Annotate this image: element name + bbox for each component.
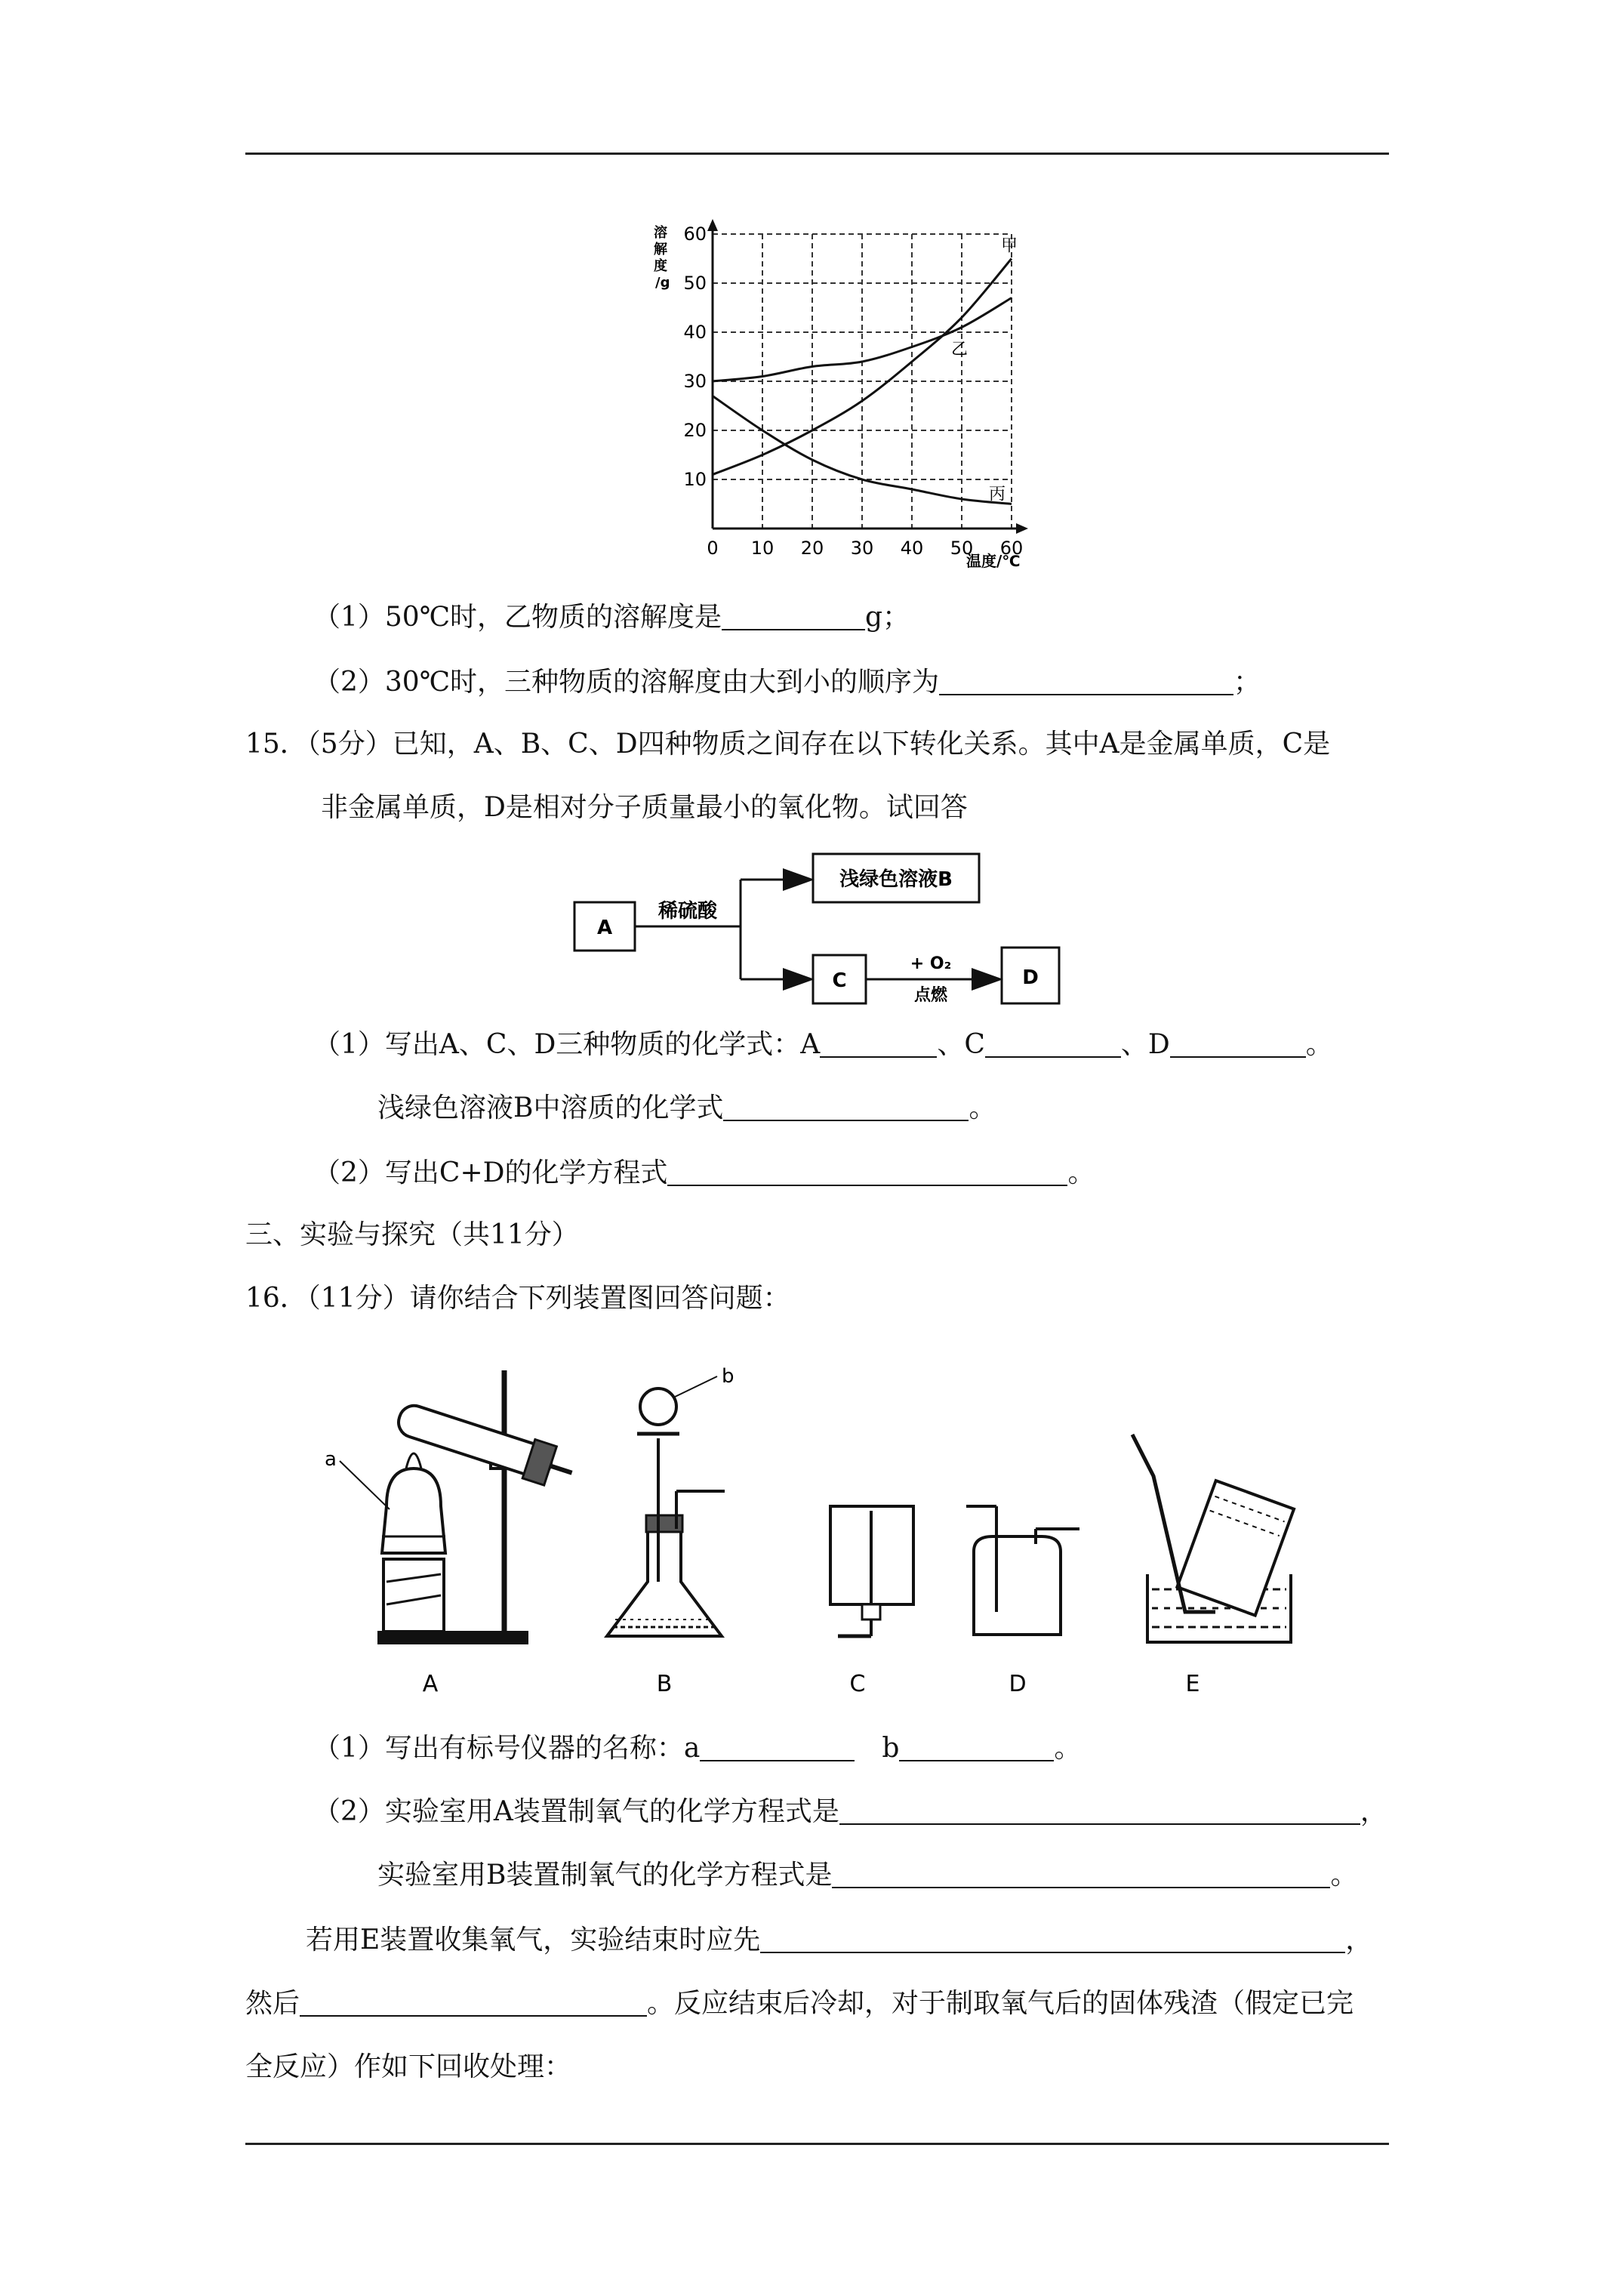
section3-heading: 三、实验与探究（共11分） <box>245 1219 579 1250</box>
header-rule <box>245 153 1389 155</box>
q14-sub1 <box>313 601 910 634</box>
q15-sub1-text-d: 、D <box>1120 1029 1170 1060</box>
marker-a: a <box>325 1448 337 1471</box>
q16-sub1-text: （1）写出有标号仪器的名称：a <box>313 1733 701 1764</box>
series-label-乙: 乙 <box>951 340 969 359</box>
q16-line-e <box>306 1924 1372 1957</box>
q15-sub1b-end: 。 <box>969 1093 996 1123</box>
box-a-label: A <box>596 917 613 939</box>
y-tick-50: 50 <box>683 273 707 294</box>
series-label-甲: 甲 <box>1001 236 1018 256</box>
q15-blank-b[interactable] <box>723 1094 969 1121</box>
x-axis-label: 温度/℃ <box>966 552 1021 570</box>
q15-sub1-text-c: 、C <box>937 1029 985 1060</box>
q16-blank-first[interactable] <box>760 1926 1345 1953</box>
apparatus-figure <box>317 1355 1321 1703</box>
q16-sub2b-end: 。 <box>1330 1860 1358 1891</box>
chart-series <box>713 237 1018 504</box>
q15-sub1-text-a: （1）写出A、C、D三种物质的化学式：A <box>313 1029 821 1060</box>
q16-sub2-end: ， <box>1360 1796 1387 1827</box>
q14-sub2-text: （2）30℃时，三种物质的溶解度由大到小的顺序为 <box>313 667 939 698</box>
q16-stem: 16．（11分）请你结合下列装置图回答问题： <box>245 1283 790 1314</box>
chart-grid <box>713 234 1012 529</box>
x-tick-30: 30 <box>850 538 874 559</box>
box-d-label: D <box>1022 966 1039 989</box>
y-axis-arrow <box>707 219 718 231</box>
q14-sub1-text: （1）50℃时，乙物质的溶解度是 <box>313 602 722 633</box>
arrow-label-acid: 稀硫酸 <box>658 900 718 923</box>
apparatus-c <box>830 1506 913 1636</box>
arrow-label-ignite: 点燃 <box>913 986 948 1005</box>
y-axis-label-1: 溶 <box>654 225 667 241</box>
q16-sub2b-text: 实验室用B装置制氧气的化学方程式是 <box>377 1860 833 1891</box>
q16-blank-a[interactable] <box>700 1734 855 1761</box>
q15-sub1 <box>313 1028 1333 1062</box>
apparatus-b <box>607 1365 735 1636</box>
y-axis-label-2: 解 <box>654 242 667 257</box>
y-tick-10: 10 <box>683 469 707 490</box>
y-axis-label-3: 度 <box>654 258 667 274</box>
q16-sub2b <box>377 1859 1357 1892</box>
apparatus-e <box>1132 1435 1294 1642</box>
marker-b: b <box>722 1365 735 1388</box>
q16-blank-eq-a[interactable] <box>839 1798 1360 1825</box>
q14-sub1-blank[interactable] <box>722 603 865 630</box>
x-tick-40: 40 <box>900 538 924 559</box>
x-axis-arrow <box>1016 523 1028 534</box>
arrow-label-o2: + O₂ <box>910 954 952 973</box>
series-label-丙: 丙 <box>989 485 1006 504</box>
q15-sub1b <box>377 1092 996 1125</box>
q16-sub2 <box>313 1795 1387 1829</box>
q15-sub2 <box>313 1157 1095 1190</box>
q15-flow-diagram <box>570 849 1068 1008</box>
q15-blank-c[interactable] <box>985 1031 1121 1058</box>
apparatus-label-a: A <box>422 1671 439 1697</box>
y-tick-30: 30 <box>683 371 707 392</box>
q16-blank-then[interactable] <box>300 1989 647 2017</box>
y-tick-40: 40 <box>683 322 707 343</box>
q16-sub2-text: （2）实验室用A装置制氧气的化学方程式是 <box>313 1796 839 1827</box>
q16-blank-eq-b[interactable] <box>832 1861 1330 1888</box>
q15-blank-d[interactable] <box>1170 1031 1306 1058</box>
q16-line-then <box>245 1987 1354 2020</box>
apparatus-label-d: D <box>1009 1671 1027 1697</box>
y-tick-20: 20 <box>683 420 707 441</box>
apparatus-label-c: C <box>849 1671 866 1697</box>
q16-line-last: 全反应）作如下回收处理： <box>245 2051 572 2082</box>
x-tick-10: 10 <box>750 538 775 559</box>
q15-stem-line2: 非金属单质，D是相对分子质量最小的氧化物。试回答 <box>321 792 968 823</box>
apparatus-label-b: B <box>656 1671 673 1697</box>
q16-sub1 <box>313 1732 1081 1765</box>
q16-blank-b[interactable] <box>899 1734 1054 1761</box>
apparatus-label-e: E <box>1185 1671 1200 1697</box>
q16-then-post: 。反应结束后冷却，对于制取氧气后的固体残渣（假定已完 <box>647 1988 1354 2019</box>
q15-blank-eq[interactable] <box>667 1159 1067 1186</box>
q16-then-text: 然后 <box>245 1988 300 2019</box>
q15-stem-line1: 15．（5分）已知，A、B、C、D四种物质之间存在以下转化关系。其中A是金属单质，C是 <box>245 729 1331 760</box>
q15-sub1b-text: 浅绿色溶液B中溶质的化学式 <box>377 1093 724 1123</box>
box-c-label: C <box>832 969 847 992</box>
x-tick-60: 60 <box>999 538 1024 559</box>
chart-ticks <box>683 223 1023 559</box>
y-tick-60: 60 <box>683 223 707 245</box>
x-tick-50: 50 <box>950 538 974 559</box>
q14-sub2 <box>313 666 1261 699</box>
q16-sub1-end: 。 <box>1054 1733 1082 1764</box>
footer-rule <box>245 2143 1389 2145</box>
q16-line-e-text: 若用E装置收集氧气，实验结束时应先 <box>306 1925 761 1955</box>
y-axis-label-4: /g <box>655 275 670 291</box>
q15-sub2-end: 。 <box>1067 1157 1095 1188</box>
solubility-chart <box>642 211 1064 574</box>
q15-sub1-end: 。 <box>1305 1029 1333 1060</box>
apparatus-d <box>966 1506 1079 1635</box>
q16-sub1-b: b <box>882 1733 900 1764</box>
x-tick-0: 0 <box>707 538 719 559</box>
q15-blank-a[interactable] <box>820 1031 937 1058</box>
x-tick-20: 20 <box>800 538 824 559</box>
q14-sub2-end: ； <box>1233 667 1261 698</box>
box-b-label: 浅绿色溶液B <box>839 868 953 891</box>
q14-sub1-unit: g； <box>865 602 910 633</box>
q16-line-e-end: ， <box>1345 1925 1373 1955</box>
q15-sub2-text: （2）写出C+D的化学方程式 <box>313 1157 668 1188</box>
q14-sub2-blank[interactable] <box>939 668 1233 695</box>
apparatus-a <box>325 1370 578 1644</box>
